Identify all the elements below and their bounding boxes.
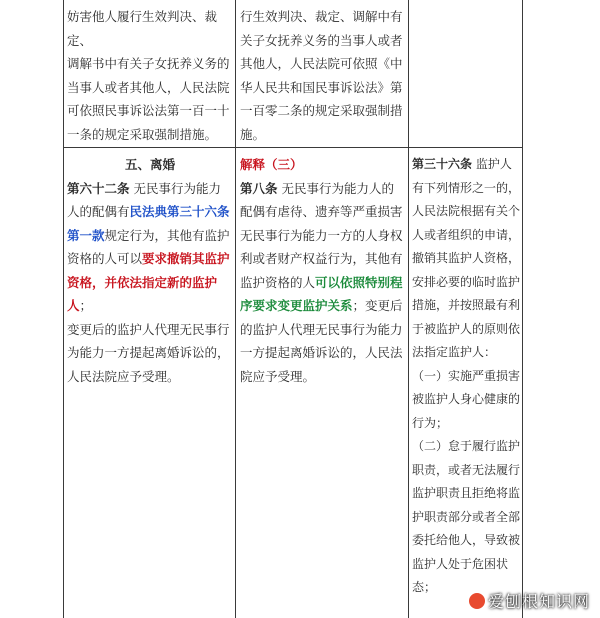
cell-interpretation-3 — [240, 153, 406, 388]
text-line: 为能力一方提起离婚诉讼的， — [67, 345, 230, 360]
civil-code-reference: 民法典第三十六条 — [129, 204, 230, 219]
text-line: 委托给他人，导致被 — [412, 533, 521, 547]
section-heading: 五、离婚 — [124, 157, 175, 172]
text-line: 撤销其监护人资格， — [412, 251, 521, 265]
text-line: 第一款规定行为，其他有监护 — [67, 227, 230, 243]
text-line: 行生效判决、裁定、调解中有 — [240, 9, 403, 24]
highlight-red: 要求撤销其监护 — [142, 251, 230, 266]
text-line: 的监护人代理无民事行为能力 — [240, 321, 403, 337]
text-line: 人民法院根据有关个 — [412, 204, 521, 218]
text-line: 第八条 无民事行为能力人的 — [240, 180, 394, 196]
clause-reference: 第一款 — [67, 227, 105, 243]
top-cell-col1 — [67, 5, 233, 146]
table-border-left — [63, 0, 64, 618]
row-divider — [63, 147, 523, 148]
text-line: 措施，并按照最有利 — [412, 298, 521, 312]
text-line: 监护人处于危困状 — [412, 556, 509, 571]
top-cell-col2 — [240, 5, 406, 146]
text-line: 人的配偶有民法典第三十六条 — [67, 204, 230, 219]
text-line: 一百零二条的规定采取强制措 — [240, 103, 403, 118]
text-line: 无民事行为能力一方的人身权 — [240, 227, 403, 243]
text-line: 施。 — [240, 126, 266, 142]
column-divider-1 — [235, 0, 236, 618]
highlight-red: 资格，并依法指定新的监护人 — [67, 274, 218, 313]
highlight-green: 可以依照特别程 — [315, 274, 403, 290]
text-line: 法指定监护人： — [412, 345, 497, 359]
text-line: 可依照民事诉讼法第一百一十 — [67, 103, 230, 118]
article-number: 第三十六条 — [412, 157, 473, 171]
column-divider-2 — [408, 0, 409, 618]
text-line: 态； — [412, 580, 437, 594]
text-line: 资格，并依法指定新的监护人； — [67, 274, 218, 313]
text-line: 监护资格的人可以依照特别程 — [240, 274, 403, 290]
text-line: 于被监护人的原则依 — [412, 321, 521, 336]
text-line: 一条的规定采取强制措施。 — [67, 126, 218, 142]
text-line: （一）实施严重损害 — [412, 368, 521, 383]
watermark — [469, 589, 590, 612]
article-number: 第八条 — [240, 180, 278, 196]
text-line: 调解书中有关子女抚养义务的 — [67, 56, 230, 71]
text-line: 院应予受理。 — [240, 368, 316, 384]
text-line: 资格的人可以要求撤销其监护 — [67, 251, 230, 266]
text-line: （二）怠于履行监护 — [412, 439, 521, 453]
watermark-logo-icon — [469, 593, 485, 609]
text-line: 序要求变更监护关系；变更后 — [240, 298, 403, 313]
text-line: 利或者财产权益行为，其他有 — [240, 251, 403, 266]
table-border-right — [522, 0, 523, 618]
text-line: 行为； — [412, 415, 449, 430]
text-line: 人民法院应予受理。 — [67, 368, 180, 384]
text-line: 华人民共和国民事诉讼法》第 — [240, 79, 403, 95]
text-line: 职责，或者无法履行 — [412, 462, 521, 477]
cell-divorce — [67, 153, 233, 388]
highlight-green: 序要求变更监护关系 — [240, 298, 353, 313]
section-heading: 解释（三） — [240, 157, 303, 172]
article-number: 第六十二条 — [67, 180, 130, 196]
watermark-text: 爱刨根知识网 — [487, 592, 590, 611]
text-line: 第六十二条 无民事行为能力 — [67, 180, 221, 196]
text-line: 第三十六条 监护人 — [412, 157, 512, 171]
text-line: 护职责部分或者全部 — [412, 509, 521, 524]
text-line: 变更后的监护人代理无民事行 — [67, 321, 230, 337]
text-line: 一方提起离婚诉讼的，人民法 — [240, 345, 403, 360]
text-line: 妨害他人履行生效判决、裁定、 — [67, 9, 218, 48]
text-line: 安排必要的临时监护 — [412, 274, 521, 289]
text-line: 被监护人身心健康的 — [412, 392, 521, 406]
text-line: 关子女抚养义务的当事人或者 — [240, 32, 403, 48]
text-line: 人或者组织的申请， — [412, 227, 521, 242]
text-line: 当事人或者其他人，人民法院 — [67, 79, 230, 95]
text-line: 有下列情形之一的， — [412, 180, 521, 195]
text-line: 其他人，人民法院可依照《中 — [240, 56, 403, 71]
text-line: 配偶有虐待、遗弃等严重损害 — [240, 204, 403, 219]
cell-article-36 — [412, 153, 520, 600]
text-line: 监护职责且拒绝将监 — [412, 486, 521, 500]
